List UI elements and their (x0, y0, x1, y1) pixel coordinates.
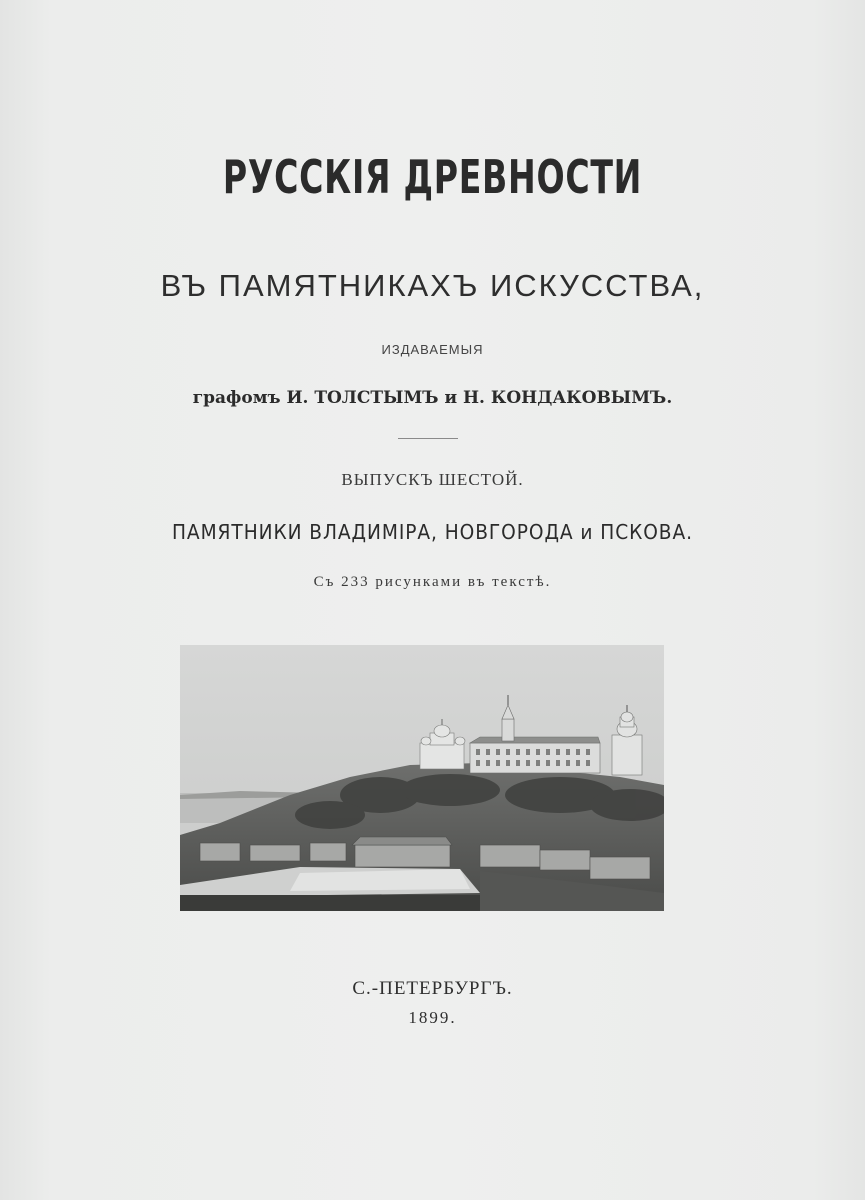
town-view-photograph (180, 645, 664, 911)
editors-line: графомъ И. ТОЛСТЫМЪ и Н. КОНДАКОВЫМЪ. (192, 388, 673, 408)
divider-rule (398, 438, 458, 439)
publication-city: С.-ПЕТЕРБУРГЪ. (352, 978, 513, 999)
photograph-drawing (180, 645, 664, 911)
issue-number: ВЫПУСКЪ ШЕСТОЙ. (341, 470, 524, 489)
publisher-label: ИЗДАВАЕМЫЯ (381, 342, 484, 357)
publication-year: 1899. (408, 1008, 457, 1027)
volume-subject: ПАМЯТНИКИ ВЛАДИМІРА, НОВГОРОДА и ПСКОВА. (171, 520, 694, 544)
book-title: РУССКІЯ ДРЕВНОСТИ (222, 150, 643, 204)
book-subtitle: ВЪ ПАМЯТНИКАХЪ ИСКУССТВА, (160, 268, 705, 303)
illustrations-note: Съ 233 рисунками въ текстѣ. (313, 574, 552, 590)
